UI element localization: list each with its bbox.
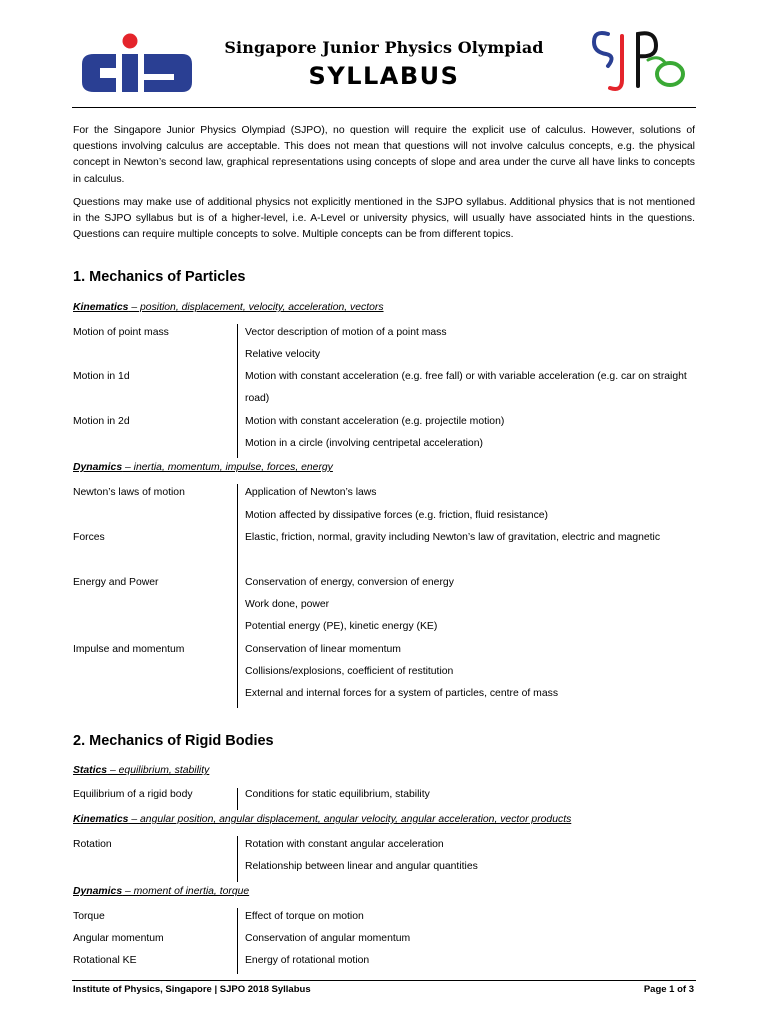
syllabus-title: SYLLABUS <box>308 62 460 90</box>
table-divider <box>237 484 238 708</box>
row-item: Conservation of energy, conversion of energy <box>245 577 454 588</box>
row-item: Motion with constant acceleration (e.g. free fall) or with variable acceleration (e.g. car on straight road) <box>245 371 687 404</box>
row-item: Relative velocity <box>245 349 321 360</box>
row-label: Forces <box>73 532 105 543</box>
row-item: Potential energy (PE), kinetic energy (KE) <box>245 621 438 632</box>
subheading-name: Dynamics <box>73 886 123 897</box>
row-label: Energy and Power <box>73 577 159 588</box>
row-label: Impulse and momentum <box>73 644 185 655</box>
row-label: Torque <box>73 911 105 922</box>
header-divider <box>72 107 696 108</box>
row-item: Motion affected by dissipative forces (e.g. friction, fluid resistance) <box>245 510 549 521</box>
subheading-desc: – angular position, angular displacement, angular velocity, angular acceleration, vector products <box>128 814 572 825</box>
subheading-desc: – equilibrium, stability <box>107 765 210 776</box>
row-item: Work done, power <box>245 599 330 610</box>
section-1-dynamics-subheading <box>73 462 333 473</box>
section-1-heading: 1. Mechanics of Particles <box>73 269 246 285</box>
row-label: Motion in 2d <box>73 416 130 427</box>
row-item: Collisions/explosions, coefficient of restitution <box>245 666 454 677</box>
row-label: Equilibrium of a rigid body <box>73 789 193 800</box>
subheading-desc: – position, displacement, velocity, acceleration, vectors <box>128 302 384 313</box>
row-item: Elastic, friction, normal, gravity including Newton’s law of gravitation, electric and magnetic <box>245 532 661 543</box>
row-item: External and internal forces for a system of particles, centre of mass <box>245 688 559 699</box>
row-item: Relationship between linear and angular quantities <box>245 861 478 872</box>
row-item: Motion in a circle (involving centripetal acceleration) <box>245 438 483 449</box>
subheading-name: Kinematics <box>73 302 129 313</box>
page-header <box>0 0 768 110</box>
row-item: Energy of rotational motion <box>245 955 370 966</box>
footer-divider <box>72 980 696 981</box>
subheading-desc: – moment of inertia, torque <box>122 886 250 897</box>
row-item: Vector description of motion of a point mass <box>245 327 447 338</box>
row-label: Motion of point mass <box>73 327 169 338</box>
row-item: Application of Newton’s laws <box>245 487 377 498</box>
table-divider <box>237 908 238 974</box>
subheading-name: Dynamics <box>73 462 123 473</box>
table-divider <box>237 836 238 882</box>
intro-paragraph-1: For the Singapore Junior Physics Olympiad (SJPO), no question will require the explicit use of calculus. However, solutions of questions involving calculus are acceptable. This does not mean that questions will not involve calculus concepts, e.g. the physical concept in Newton’s second law, graphical representations using concepts of slope and area under the curve all have links to concepts in calculus. <box>73 125 695 185</box>
row-label: Newton’s laws of motion <box>73 487 185 498</box>
subheading-desc: – inertia, momentum, impulse, forces, energy <box>122 462 333 473</box>
row-item: Conservation of linear momentum <box>245 644 401 655</box>
intro-paragraph-2: Questions may make use of additional physics not explicitly mentioned in the SJPO syllabus. Additional physics that is not mentioned in the SJPO syllabus but is of a higher-level, i.e. A-Level or university physics, will usually have associated hints in the questions. Questions can require multiple concepts to solve. Multiple concepts can be from different topics. <box>73 197 695 241</box>
section-2-statics-subheading <box>73 765 209 776</box>
footer-source: Institute of Physics, Singapore | SJPO 2018 Syllabus <box>73 984 311 995</box>
subheading-name: Kinematics <box>73 814 129 825</box>
row-item: Motion with constant acceleration (e.g. projectile motion) <box>245 416 505 427</box>
olympiad-title: Singapore Junior Physics Olympiad <box>224 38 544 57</box>
row-item: Conservation of angular momentum <box>245 933 411 944</box>
page-number: Page 1 of 3 <box>643 984 694 995</box>
row-label: Motion in 1d <box>73 371 130 382</box>
row-item: Conditions for static equilibrium, stability <box>245 789 430 800</box>
ijs-logo-icon <box>82 30 192 96</box>
table-divider <box>237 324 238 458</box>
sjpo-logo-icon <box>586 24 690 96</box>
row-item: Rotation with constant angular acceleration <box>245 839 444 850</box>
row-label: Rotational KE <box>73 955 137 966</box>
row-label: Rotation <box>73 839 112 850</box>
table-divider <box>237 788 238 810</box>
row-item: Effect of torque on motion <box>245 911 364 922</box>
section-2-dynamics-subheading <box>73 886 249 897</box>
section-2-heading: 2. Mechanics of Rigid Bodies <box>73 733 274 749</box>
section-2-kinematics-subheading <box>73 814 571 825</box>
row-label: Angular momentum <box>73 933 164 944</box>
subheading-name: Statics <box>73 765 108 776</box>
section-1-kinematics-subheading <box>73 302 384 313</box>
